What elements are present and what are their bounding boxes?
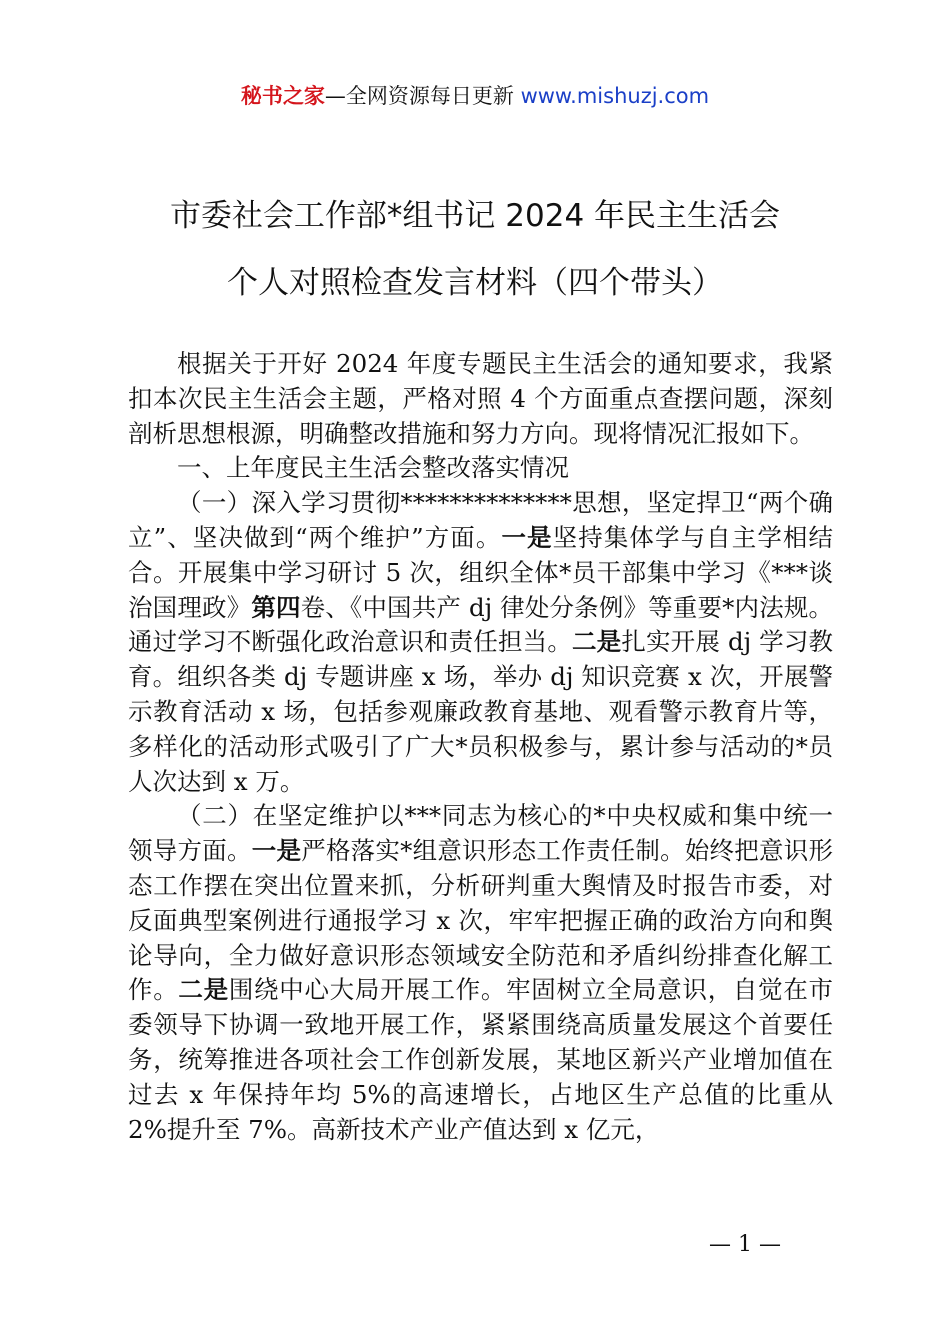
banner-tagline: —全网资源每日更新 — [324, 84, 521, 108]
para2-text-a: （二）在坚定维护以***同志为核心的*中央权威和集中统一领导方面。 — [128, 801, 833, 866]
para2-bold-2: 二是 — [178, 975, 229, 1005]
page-number: — 1 — — [709, 1232, 781, 1257]
para2-text-c: 严格落实*组意识形态工作责任制。始终把意识形态工作摆在突出位置来抓，分析研判重大舆情及时报告市委，对反面典型案例进行通报学习 x 次，牢牢把握正确的政治方向和舆论导向，全力做好意识形态领域安全防范和矛盾纠纷排查化解工作。 — [128, 836, 834, 1005]
section-heading: 一、上年度民主生活会整改落实情况 — [177, 453, 569, 483]
para1-text-e: 扎实开展 dj 学习教育。组织各类 dj 专题讲座 x 场，举办 dj 知识竞赛 x 次，开展警示教育活动 x 场，包括参观廉政教育基地、观看警示教育片等，多样化的活动形式吸引了广大*员积极参与，累计参与活动的*员人次达到 x 万。 — [128, 627, 834, 796]
paragraph-1 — [128, 486, 833, 799]
document-body — [128, 347, 833, 1147]
para2-text-d: 围绕中心大局开展工作。牢固树立全局意识，自觉在市委领导下协调一致地开展工作，紧紧围绕高质量发展这个首要任务，统筹推进各项社会工作创新发展，某地区新兴产业增加值在过去 x 年保持年均 5%的高速增长，占地区生产总值的比重从 2%提升至 7%。高新技术产业产值达到 x 亿元， — [128, 975, 834, 1144]
site-url[interactable]: www.mishuzj.com — [520, 84, 710, 108]
para1-bold-2: 第四 — [251, 592, 301, 622]
para1-text-c: 坚持集体学与自主学相结合。开展集中学习研讨 5 次，组织全体*员干部集中学习《***谈治国理政》 — [128, 522, 834, 622]
para1-bold-3: 二是 — [571, 627, 622, 657]
para1-bold-1: 一是 — [501, 522, 553, 552]
para1-text-a: （一）深入学习贯彻**************思想，坚定捍卫“两个确立”、坚决做到“两个维护”方面。 — [128, 488, 833, 552]
para1-text-d: 卷、《中国共产 dj 律处分条例》等重要*内法规。通过学习不断强化政治意识和责任担当。 — [128, 592, 834, 657]
para2-bold-1: 一是 — [251, 836, 302, 866]
document-title-line-1: 市委社会工作部*组书记 2024 年民主生活会 — [169, 198, 781, 234]
paragraph-2 — [128, 799, 833, 1147]
brand-name: 秘书之家 — [240, 84, 325, 108]
site-banner — [0, 80, 950, 110]
intro-paragraph: 根据关于开好 2024 年度专题民主生活会的通知要求，我紧扣本次民主生活会主题，严格对照 4 个方面重点查摆问题，深刻剖析思想根源，明确整改措施和努力方向。现将情况汇报如下。 — [128, 349, 833, 448]
document-title-line-2: 个人对照检查发言材料（四个带头） — [227, 265, 723, 301]
